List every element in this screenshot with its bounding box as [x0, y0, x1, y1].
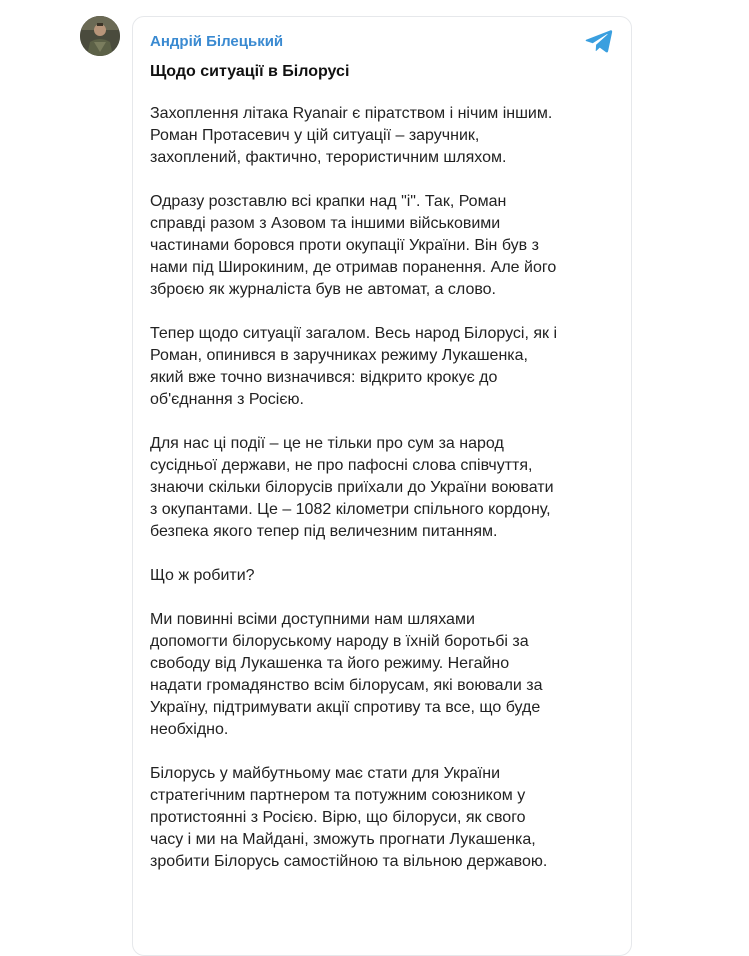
text-line: надати громадянство всім білорусам, які воювали за	[150, 677, 543, 694]
text-line: знаючи скільки білорусів приїхали до України воювати	[150, 479, 554, 496]
paragraph-6	[150, 609, 612, 741]
post-title: Щодо ситуації в Білорусі	[150, 63, 350, 80]
author-avatar[interactable]	[80, 16, 120, 56]
text-line: протистоянні з Росією. Вірю, що білоруси, як свого	[150, 809, 526, 826]
text-line: часу і ми на Майдані, зможуть прогнати Лукашенка,	[150, 831, 536, 848]
text-line: Для нас ці події – це не тільки про сум за народ	[150, 435, 504, 452]
text-line: Одразу розставлю всі крапки над "і". Так, Роман	[150, 193, 507, 210]
paragraph-3	[150, 323, 612, 411]
text-line: допомогти білоруському народу в їхній боротьбі за	[150, 633, 529, 650]
author-name[interactable]: Андрій Білецький	[150, 33, 284, 50]
text-line: об'єднання з Росією.	[150, 391, 304, 408]
paragraph-2	[150, 191, 612, 301]
text-line: Тепер щодо ситуації загалом. Весь народ Білорусі, як і	[150, 325, 558, 342]
paragraph-4	[150, 433, 612, 543]
text-line: захоплений, фактично, терористичним шляхом.	[150, 149, 507, 166]
text-line: необхідно.	[150, 721, 229, 738]
text-line: частинами боровся проти окупації України. Він був з	[150, 237, 539, 254]
text-line: Захоплення літака Ryanair є піратством і нічим іншим.	[150, 105, 553, 122]
text-line: зброєю як журналіста був не автомат, а слово.	[150, 281, 496, 298]
telegram-icon[interactable]	[585, 29, 613, 53]
paragraph-1	[150, 103, 612, 169]
text-line: Ми повинні всіми доступними нам шляхами	[150, 611, 475, 628]
text-line: нами під Широкиним, де отримав поранення. Але його	[150, 259, 557, 276]
avatar-photo	[80, 16, 120, 56]
text-line: Україну, підтримувати акції спротиву та все, що буде	[150, 699, 541, 716]
text-line: з окупантами. Це – 1082 кілометри спільного кордону,	[150, 501, 551, 518]
text-line: сусідньої держави, не про пафосні слова співчуття,	[150, 457, 533, 474]
text-line: який вже точно визначився: відкрито крокує до	[150, 369, 498, 386]
text-line: Роман Протасевич у цій ситуації – заручник,	[150, 127, 480, 144]
text-line: Роман, опинився в заручниках режиму Лукашенка,	[150, 347, 528, 364]
post-body	[150, 103, 612, 895]
text-line: Білорусь у майбутньому має стати для України	[150, 765, 501, 782]
text-line: Що ж робити?	[150, 567, 255, 584]
paragraph-7	[150, 763, 612, 873]
text-line: справді разом з Азовом та іншими військовими	[150, 215, 501, 232]
text-line: свободу від Лукашенка та його режиму. Негайно	[150, 655, 510, 672]
text-line: зробити Білорусь самостійною та вільною державою.	[150, 853, 548, 870]
text-line: стратегічним партнером та потужним союзником у	[150, 787, 526, 804]
paragraph-5	[150, 565, 612, 587]
text-line: безпека якого тепер під величезним питанням.	[150, 523, 498, 540]
